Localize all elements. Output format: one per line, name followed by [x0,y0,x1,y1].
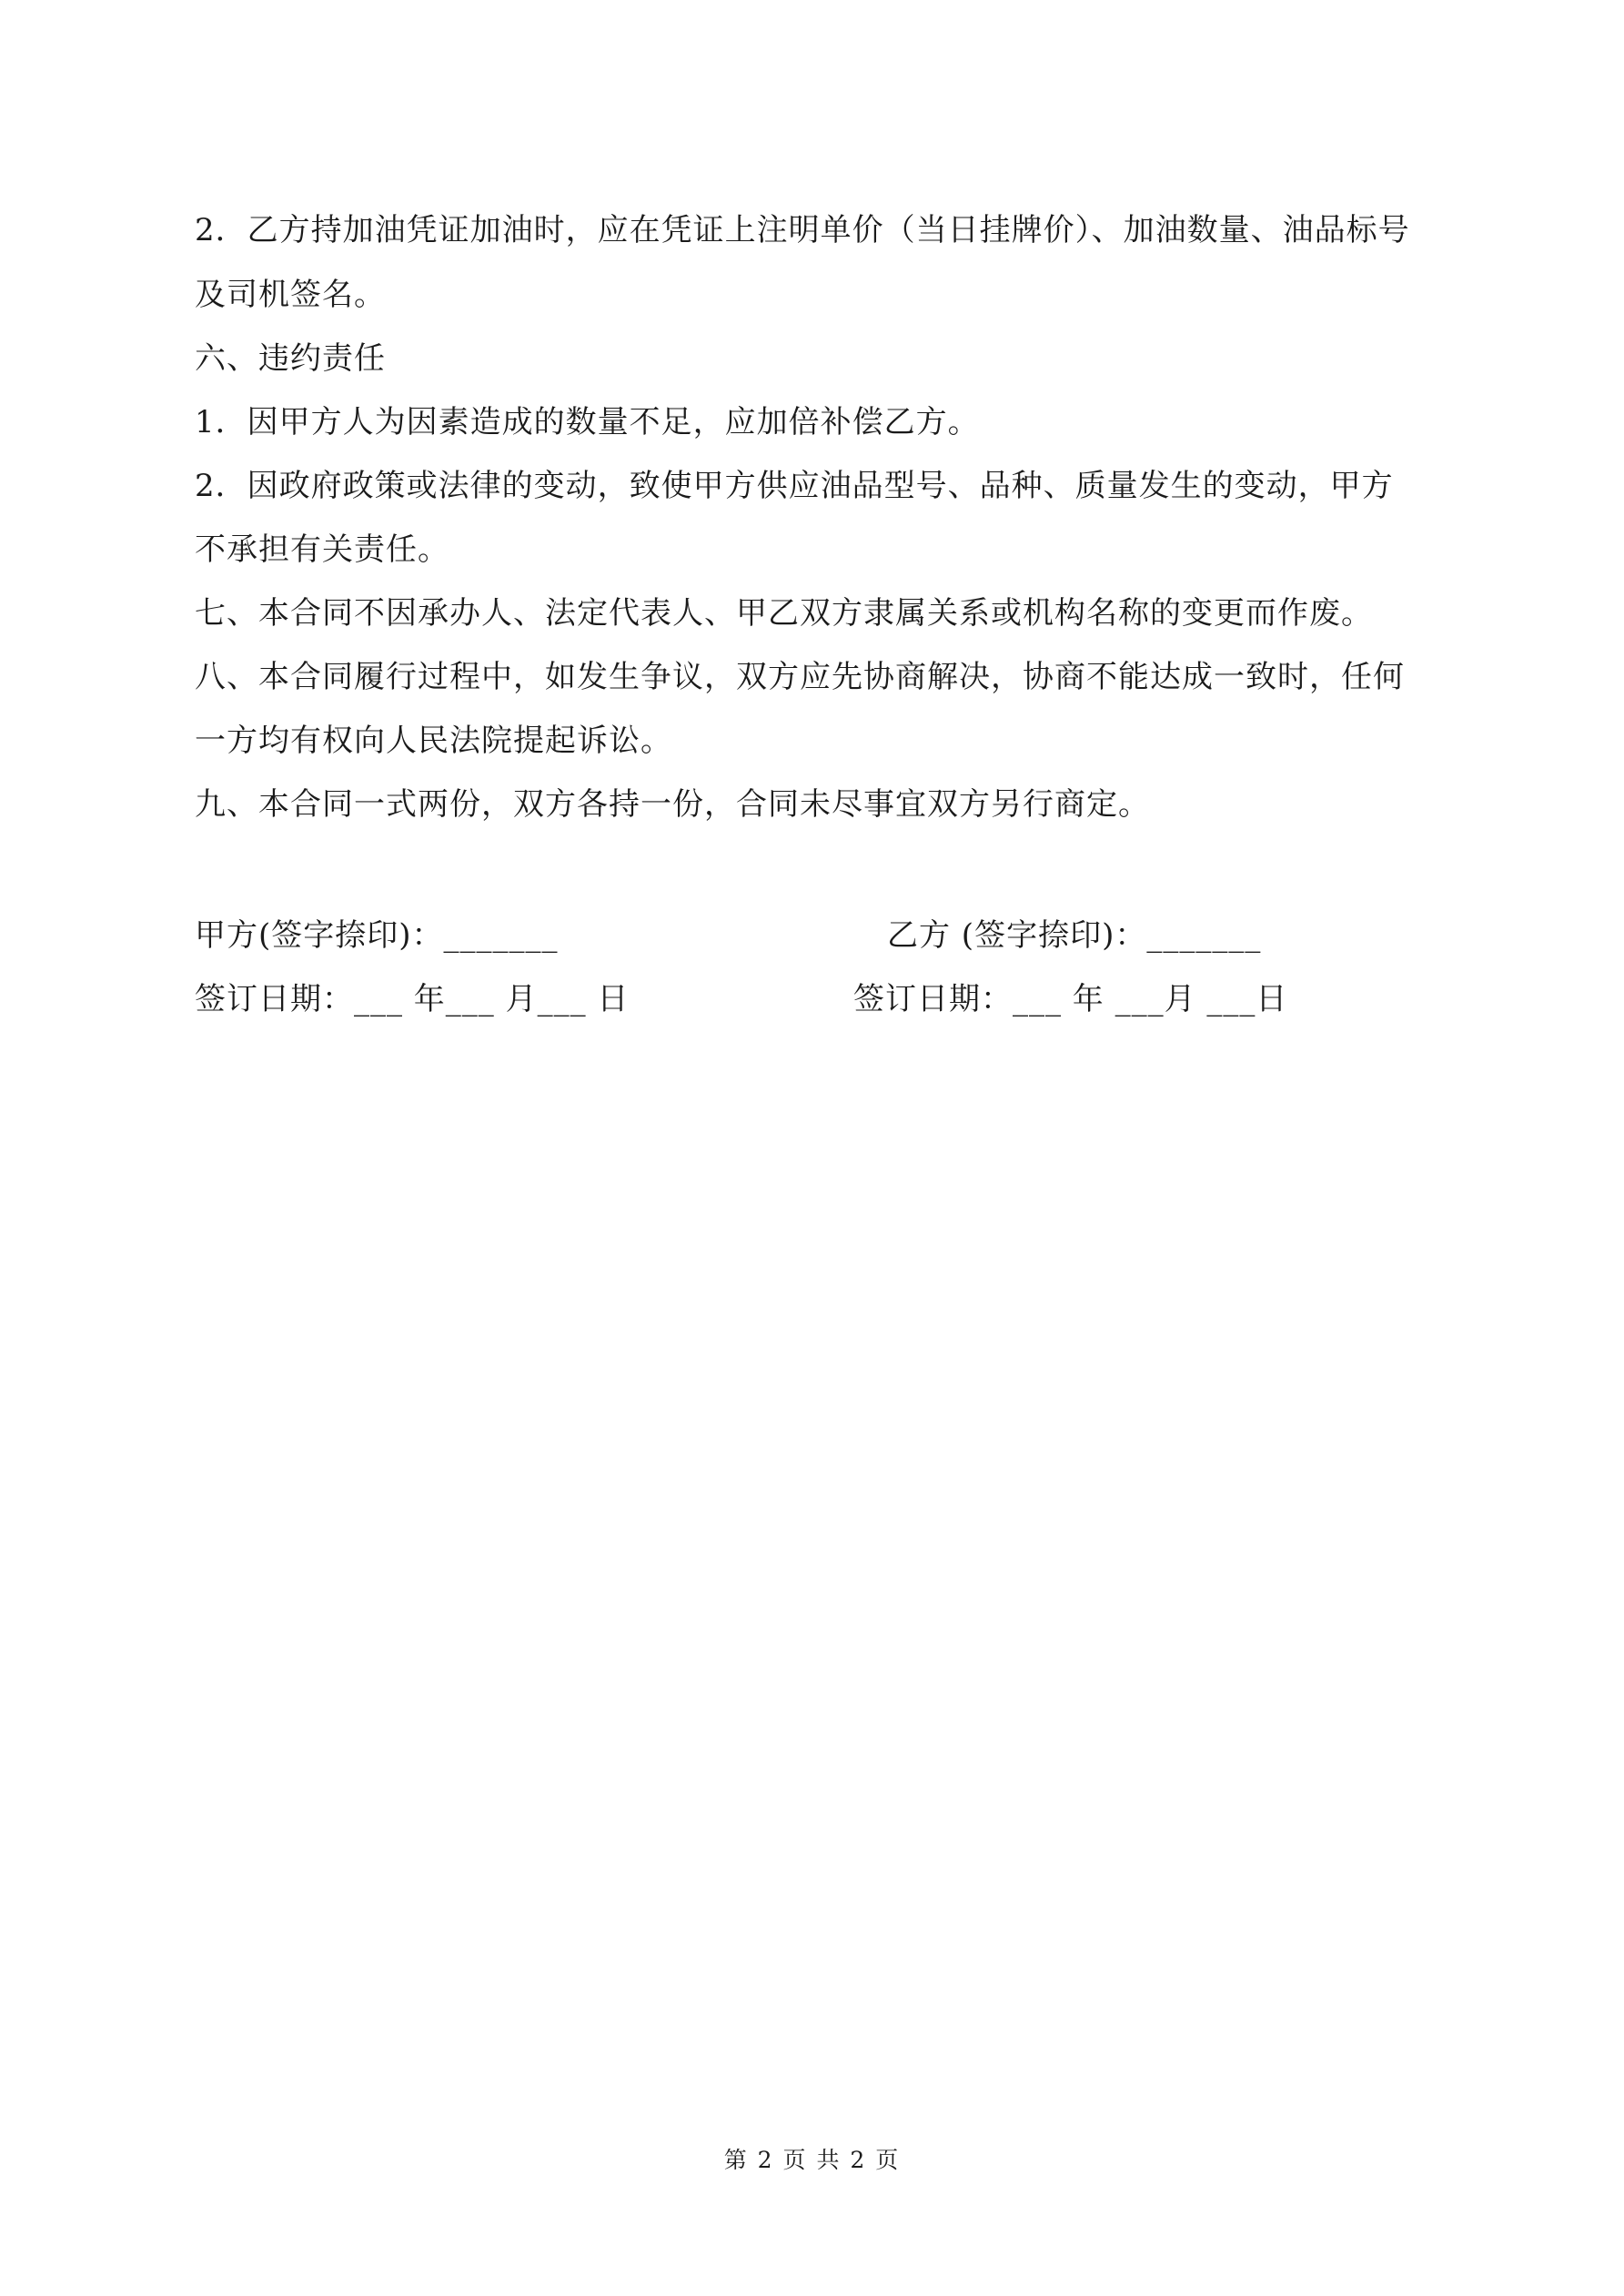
clause-5-2-line-1: 2．乙方持加油凭证加油时，应在凭证上注明单价（当日挂牌价）、加油数量、油品标号 [195,212,1410,248]
section-9: 九、本合同一式两份，双方各持一份，合同未尽事宜双方另行商定。 [195,786,1150,823]
section-8-line-1: 八、本合同履行过程中，如发生争议，双方应先协商解决，协商不能达成一致时，任何 [195,659,1405,695]
clause-5-2-line-2: 及司机签名。 [195,277,386,313]
party-b-signature: 乙方 (签字捺印)：_______ [887,917,1262,954]
section-6-heading: 六、违约责任 [195,340,386,377]
section-7: 七、本合同不因承办人、法定代表人、甲乙双方隶属关系或机构名称的变更而作废。 [195,595,1373,632]
clause-6-1: 1．因甲方人为因素造成的数量不足，应加倍补偿乙方。 [195,404,980,440]
clause-6-2-line-2: 不承担有关责任。 [195,531,449,568]
party-a-date: 签订日期：___ 年___ 月___ 日 [195,981,630,1017]
party-a-signature: 甲方(签字捺印)：_______ [195,917,559,954]
section-8-line-2: 一方均有权向人民法院提起诉讼。 [195,723,672,759]
page-number-footer: 第 2 页 共 2 页 [723,2147,901,2173]
clause-6-2-line-1: 2．因政府政策或法律的变动，致使甲方供应油品型号、品种、质量发生的变动，甲方 [195,468,1394,504]
party-b-date: 签订日期：___ 年 ___月 ___日 [853,981,1288,1017]
